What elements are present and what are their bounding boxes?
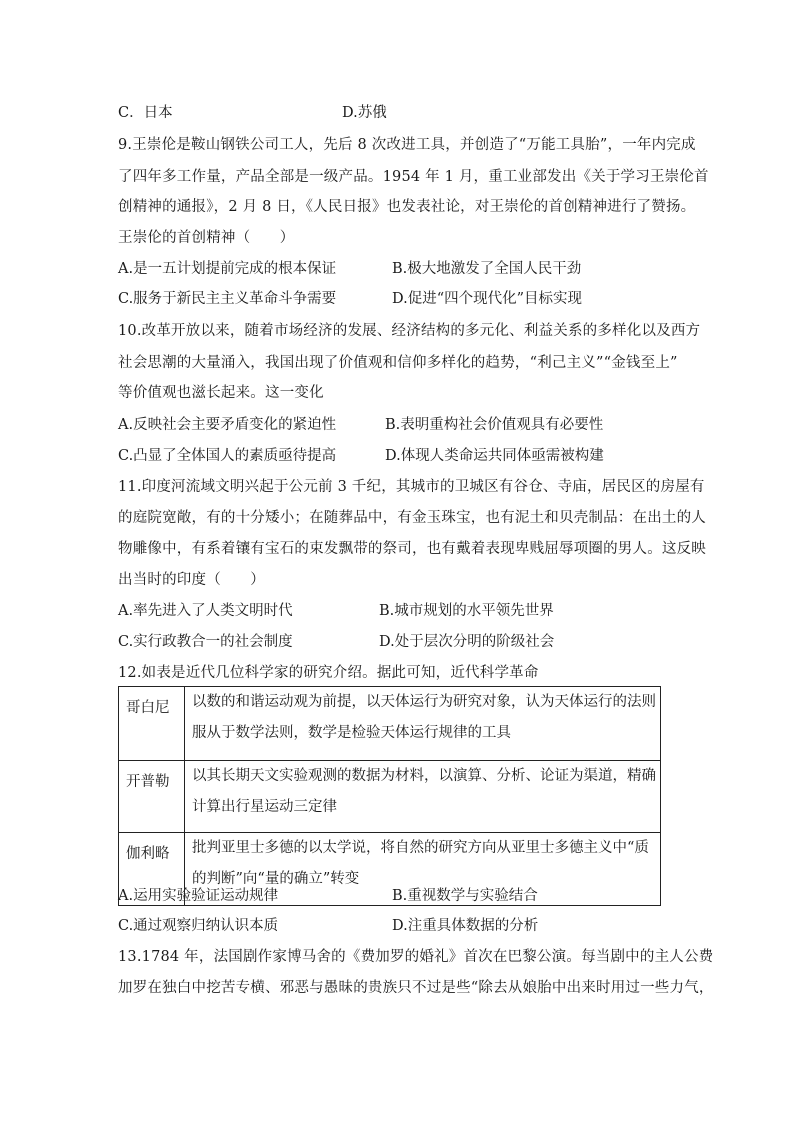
q11-option-a: A.率先进入了人类文明时代 [118,603,293,619]
scientist-name-cell: 伽利略 [119,833,185,906]
q12-option-a: A.运用实验验证运动规律 [118,888,279,904]
q12-stem: 12.如表是近代几位科学家的研究介绍。据此可知，近代科学革命 [118,665,539,681]
q13-stem-line-1: 13.1784 年，法国剧作家博马舍的《费加罗的婚礼》首次在巴黎公演。每当剧中的主人公费 [118,949,714,965]
q9-option-b: B.极大地激发了全国人民干劲 [392,261,582,277]
desc-line: 服从于数学法则，数学是检验天体运行规律的工具 [192,725,511,741]
q10-stem-line-3: 等价值观也滋长起来。这一变化 [118,385,324,401]
q10-stem-line-1: 10.改革开放以来，随着市场经济的发展、经济结构的多元化、利益关系的多样化以及西方 [118,323,701,339]
scientist-name-cell: 哥白尼 [119,687,185,761]
q12-option-b: B.重视数学与实验结合 [392,888,538,904]
q11-stem-line-4: 出当时的印度（ ） [118,572,265,588]
q11-option-c: C.实行政教合一的社会制度 [118,634,293,650]
q11-stem-line-3: 物雕像中，有系着镶有宝石的束发飘带的祭司，也有戴着表现卑贱屈辱项圈的男人。这反映 [118,541,706,557]
q11-stem-line-1: 11.印度河流域文明兴起于公元前 3 千纪，其城市的卫城区有谷仓、寺庙，居民区的房屋有 [118,479,705,495]
q9-stem-line-3: 创精神的通报》，2 月 8 日，《人民日报》也发表社论，对王崇伦的首创精神进行了赞扬。 [118,199,696,215]
scientist-desc-cell [185,761,661,833]
desc-line: 批判亚里士多德的以太学说，将自然的研究方向从亚里士多德主义中“质 [192,840,649,856]
scientists-table [118,686,661,906]
q10-option-d: D.体现人类命运共同体亟需被构建 [385,448,604,464]
q12-option-d: D.注重具体数据的分析 [392,918,539,934]
scientist-name-cell: 开普勒 [119,761,185,833]
q9-option-a: A.是一五计划提前完成的根本保证 [118,261,337,277]
q9-option-d: D.促进“四个现代化”目标实现 [392,291,583,307]
desc-line: 以其长期天文实验观测的数据为材料，以演算、分析、论证为渠道，精确 [192,768,656,784]
desc-line: 以数的和谐运动观为前提，以天体运行为研究对象，认为天体运行的法则 [192,694,656,710]
q8-option-c: C．日本 [118,105,173,121]
desc-line: 的判断”向“量的确立”转变 [192,871,360,887]
table-row [119,761,661,833]
q10-option-c: C.凸显了全体国人的素质亟待提高 [118,448,337,464]
q12-option-c: C.通过观察归纳认识本质 [118,918,279,934]
q11-option-d: D.处于层次分明的阶级社会 [379,634,555,650]
q9-option-c: C.服务于新民主主义革命斗争需要 [118,291,337,307]
scientist-desc-cell [185,687,661,761]
q10-option-a: A.反映社会主要矛盾变化的紧迫性 [118,417,337,433]
desc-line: 计算出行星运动三定律 [192,799,337,815]
q9-stem-line-2: 了四年多工作量，产品全部是一级产品。1954 年 1 月，重工业部发出《关于学习王崇伦首 [118,169,709,185]
table-row [119,687,661,761]
q10-option-b: B.表明重构社会价值观具有必要性 [385,417,604,433]
q9-stem-line-1: 9.王崇伦是鞍山钢铁公司工人，先后 8 次改进工具，并创造了“万能工具胎”，一年内完成 [118,137,696,153]
q8-option-d: D.苏俄 [342,105,387,121]
q10-stem-line-2: 社会思潮的大量涌入，我国出现了价值观和信仰多样化的趋势，“利己主义”“金钱至上” [118,355,678,371]
q11-option-b: B.城市规划的水平领先世界 [379,603,554,619]
q13-stem-line-2: 加罗在独白中挖苦专横、邪恶与愚昧的贵族只不过是些“除去从娘胎中出来时用过一些力气， [118,980,714,996]
q9-stem-line-4: 王崇伦的首创精神（ ） [118,230,295,246]
q11-stem-line-2: 的庭院宽敞，有的十分矮小；在随葬品中，有金玉珠宝，也有泥土和贝壳制品：在出土的人 [118,510,706,526]
